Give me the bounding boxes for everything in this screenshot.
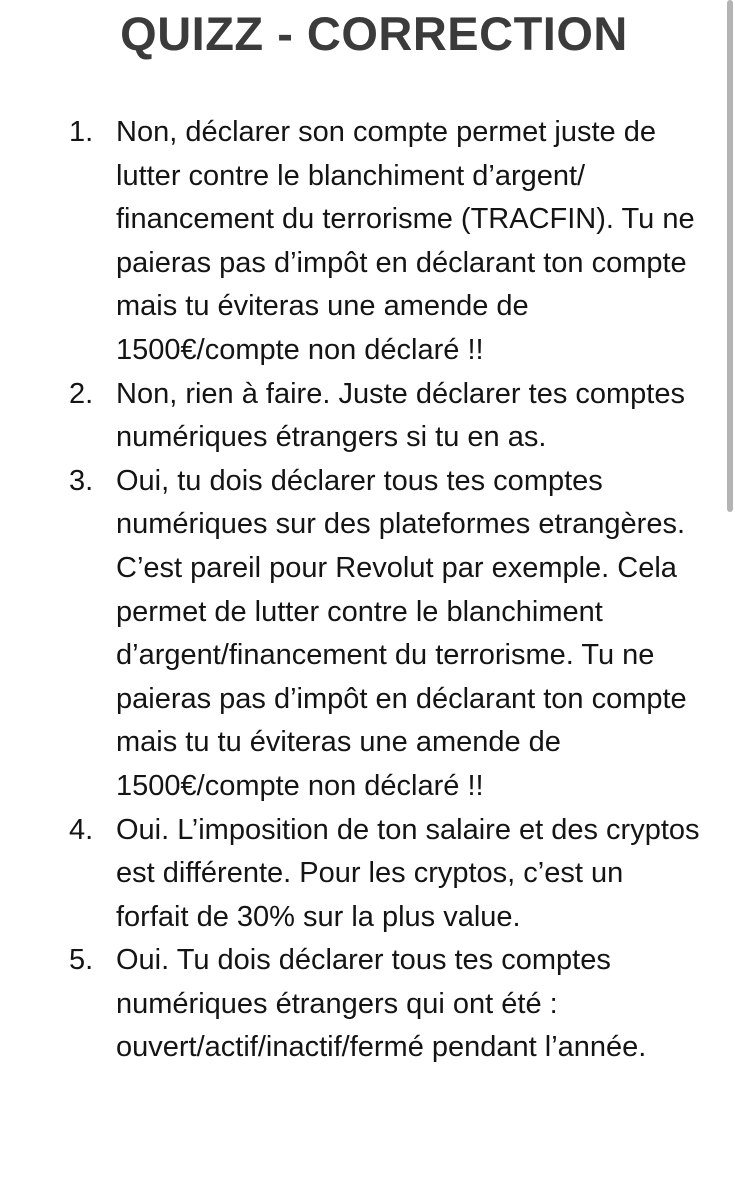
list-item [0,809,700,940]
list-item [0,111,700,373]
item-number: 4. [69,813,94,846]
item-number: 2. [69,377,94,410]
item-text: Oui. Tu dois déclarer tous tes comptes numériques étrangers qui ont été : ouvert/actif/inactif/fermé pendant l’année. [116,944,647,1064]
answer-list [0,111,700,1070]
item-text: Oui, tu dois déclarer tous tes comptes numériques sur des plateformes etrangères. C’est pareil pour Revolut par exemple. Cela permet de lutter contre le blanchiment d’argent/financement du terrorisme. Tu ne paieras pas d’impôt en déclarant ton compte mais tu tu éviteras une amende de 1500€/compte non déclaré !! [116,464,687,802]
list-item [0,373,700,460]
list-item [0,939,700,1070]
item-text: Non, déclarer son compte permet juste de lutter contre le blanchiment d’argent/ financement du terrorisme (TRACFIN). Tu ne paieras pas d’impôt en déclarant ton compte mais tu éviteras une amende de 1500€/compte non déclaré !! [116,116,695,366]
page-title: QUIZZ - CORRECTION [120,7,628,60]
item-text: Non, rien à faire. Juste déclarer tes comptes numériques étrangers si tu en as. [116,377,685,454]
scrollbar[interactable] [727,0,733,512]
item-number: 1. [69,116,94,148]
list-item [0,460,700,809]
item-number: 3. [69,464,94,497]
item-text: Oui. L’imposition de ton salaire et des cryptos est différente. Pour les cryptos, c’est un forfait de 30% sur la plus value. [116,813,700,933]
item-number: 5. [69,944,94,977]
